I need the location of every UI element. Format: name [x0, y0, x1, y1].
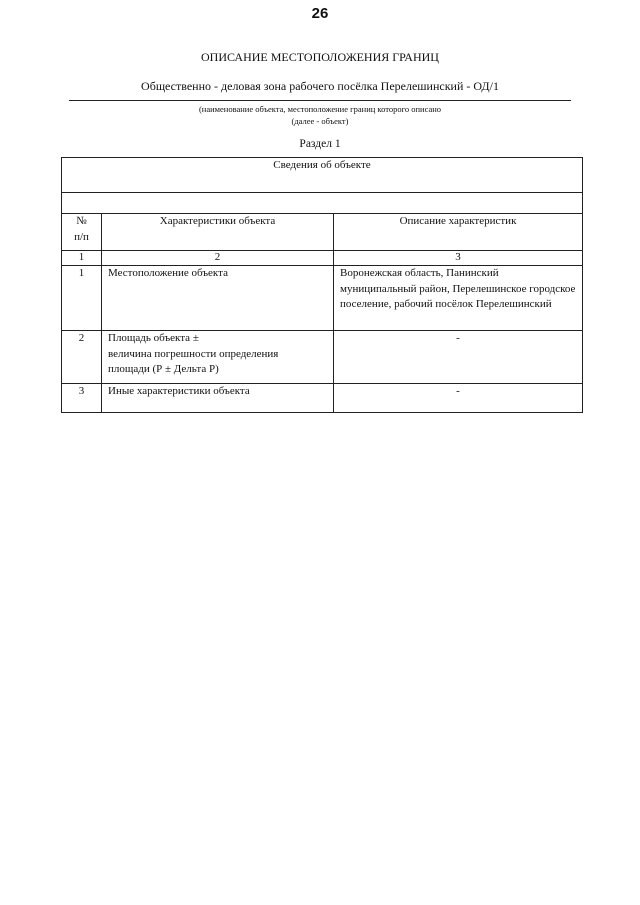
header-num [62, 214, 102, 251]
row-characteristic: Иные характеристики объекта [102, 384, 334, 413]
object-info-table [61, 157, 583, 413]
section-label: Раздел 1 [299, 138, 341, 150]
row-description: Воронежская область, Панинский муниципальный район, Перелешинское городское поселение, рабочий посёлок Перелешинский [334, 266, 583, 331]
row-characteristic-line-1: Площадь объекта ± [108, 332, 199, 344]
row-characteristic-line-2: величина погрешности определения [108, 347, 279, 360]
note-line-1: (наименование объекта, местоположение границ которого описано [198, 104, 442, 114]
page-number: 26 [311, 5, 329, 22]
table-row [62, 266, 583, 331]
row-characteristic-line-3: площади (Р ± Дельта Р) [108, 363, 219, 375]
table-title: Сведения об объекте [62, 158, 583, 193]
row-number: 3 [62, 384, 102, 413]
column-number-1: 1 [62, 251, 102, 266]
row-characteristic [102, 331, 334, 384]
row-description: - [334, 331, 583, 384]
document-title: ОПИСАНИЕ МЕСТОПОЛОЖЕНИЯ ГРАНИЦ [201, 50, 439, 64]
object-note [0, 103, 640, 127]
row-number: 1 [62, 266, 102, 331]
table-row [62, 384, 583, 413]
header-num-line-1: № [76, 215, 87, 227]
note-line-2: (далее - объект) [291, 116, 349, 126]
table-row [62, 331, 583, 384]
underline-rule [69, 100, 571, 101]
row-number: 2 [62, 331, 102, 384]
column-number-3: 3 [334, 251, 583, 266]
header-characteristics: Характеристики объекта [102, 214, 334, 251]
object-name: Общественно - деловая зона рабочего посёлка Перелешинский - ОД/1 [141, 79, 499, 93]
column-number-2: 2 [102, 251, 334, 266]
header-num-line-2: п/п [74, 230, 89, 243]
row-characteristic: Местоположение объекта [102, 266, 334, 331]
header-description: Описание характеристик [334, 214, 583, 251]
row-description: - [334, 384, 583, 413]
table-blank-row [62, 193, 583, 214]
